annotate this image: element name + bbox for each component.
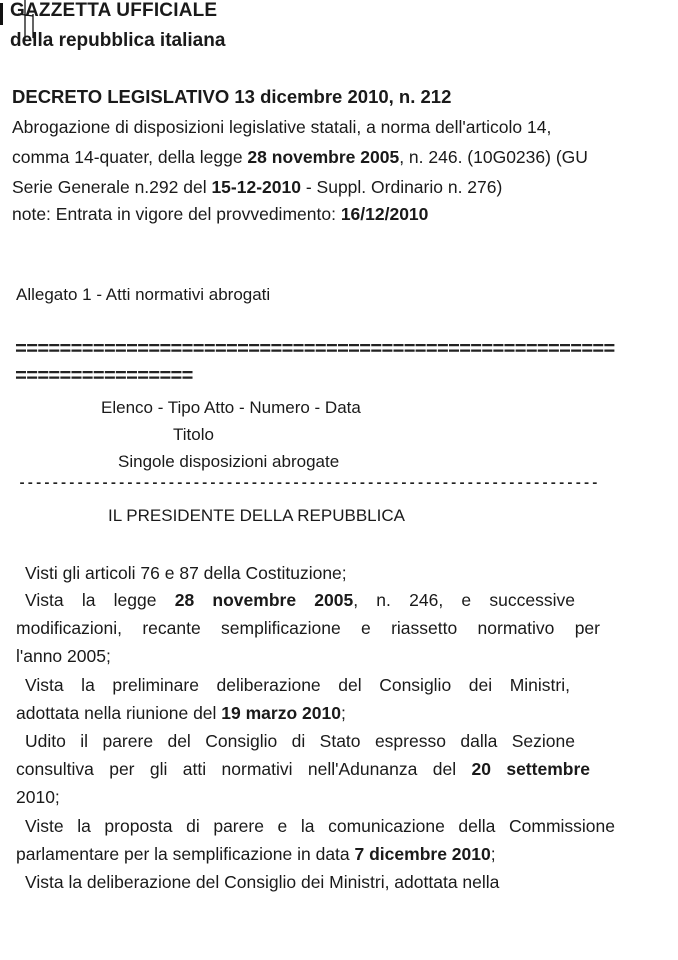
session-date: 20 settembre xyxy=(471,759,590,779)
text: parlamentare per la semplificazione in data xyxy=(16,844,355,864)
decree-subject-line-1: Abrogazione di disposizioni legislative statali, a norma dell'articolo 14, xyxy=(12,117,552,137)
text: modificazioni, recante semplificazione e riassetto normativo per xyxy=(16,618,600,638)
recital-4-line-3: 2010; xyxy=(16,787,60,807)
text: Viste la proposta di parere e la comunicazione della Commissione xyxy=(25,816,615,836)
recital-2-line-2 xyxy=(16,618,600,639)
law-date: 28 novembre 2005 xyxy=(174,590,354,610)
recital-6-line-1: Vista la deliberazione del Consiglio dei Ministri, adottata nella xyxy=(25,872,500,892)
text: Vista la preliminare deliberazione del Consiglio dei Ministri, xyxy=(25,675,570,695)
text: adottata nella riunione del xyxy=(16,703,222,723)
text: Udito il parere del Consiglio di Stato espresso dalla Sezione xyxy=(25,731,575,751)
text: consultiva per gli atti normativi nell'Adunanza del xyxy=(16,759,472,779)
law-date: 28 novembre 2005 xyxy=(247,147,400,167)
separator-equals-1: ====================================================== xyxy=(15,339,615,362)
gu-date: 15-12-2010 xyxy=(211,177,301,197)
text: Serie Generale n.292 del xyxy=(12,177,212,197)
text: , n. 246, e successive xyxy=(353,590,575,610)
recital-2-line-1 xyxy=(25,590,575,611)
text: , n. 246. (10G0236) (GU xyxy=(399,147,588,167)
president-heading: IL PRESIDENTE DELLA REPUBBLICA xyxy=(108,506,405,525)
decree-subject-line-2 xyxy=(12,147,588,168)
text: Vista la legge xyxy=(25,590,175,610)
effective-date: 16/12/2010 xyxy=(340,204,429,224)
gazette-subtitle: della repubblica italiana xyxy=(10,30,226,51)
separator-dashes: ---------------------------------------------------------------------- xyxy=(18,477,600,492)
recital-4-line-2 xyxy=(16,759,590,780)
recital-5-line-1 xyxy=(25,816,615,837)
commission-date: 7 dicembre 2010 xyxy=(354,844,491,864)
recital-3-line-2 xyxy=(16,703,346,724)
recital-3-line-1 xyxy=(25,675,570,696)
gazette-title: GAZZETTA UFFICIALE xyxy=(10,0,218,21)
decree-note xyxy=(12,204,428,225)
decree-title-date: 13 dicembre 2010 xyxy=(234,86,389,107)
annex-title: Allegato 1 - Atti normativi abrogati xyxy=(16,285,271,304)
text: comma 14-quater, della legge xyxy=(12,147,248,167)
recital-1: Visti gli articoli 76 e 87 della Costituzione; xyxy=(25,563,347,583)
annex-column-header-3: Singole disposizioni abrogate xyxy=(118,452,340,471)
recital-5-line-2 xyxy=(16,844,496,865)
recital-4-line-1 xyxy=(25,731,575,752)
separator-equals-2: ================ xyxy=(15,366,193,389)
decree-title xyxy=(12,86,451,108)
text: - Suppl. Ordinario n. 276) xyxy=(300,177,503,197)
recital-2-line-3: l'anno 2005; xyxy=(16,646,111,666)
decree-title-number: , n. 212 xyxy=(388,86,452,107)
annex-column-header-1: Elenco - Tipo Atto - Numero - Data xyxy=(101,398,361,417)
text: ; xyxy=(340,703,346,723)
decree-title-prefix: DECRETO LEGISLATIVO xyxy=(12,86,235,107)
decree-subject-line-3 xyxy=(12,177,502,198)
text: ; xyxy=(490,844,496,864)
text: note: Entrata in vigore del provvedimento: xyxy=(12,204,341,224)
meeting-date: 19 marzo 2010 xyxy=(221,703,341,723)
annex-column-header-2: Titolo xyxy=(173,425,214,444)
